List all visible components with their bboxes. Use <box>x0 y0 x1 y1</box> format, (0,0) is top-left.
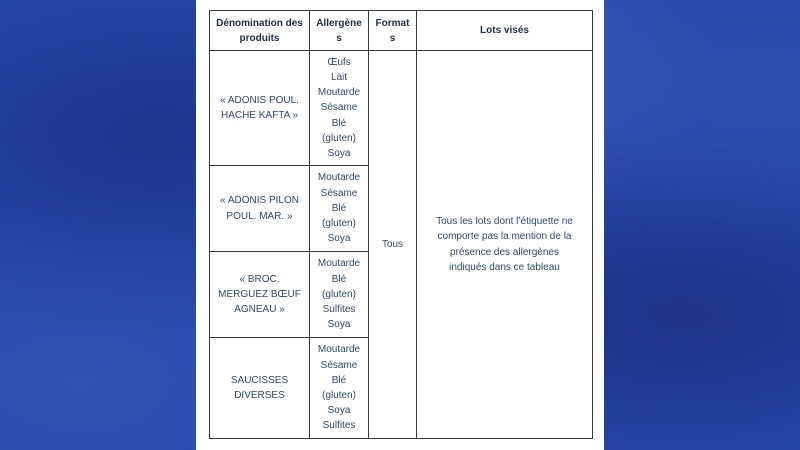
allergen-item: Moutarde <box>317 172 361 184</box>
allergen-item: Blé <box>331 202 347 214</box>
allergens-cell <box>310 252 369 338</box>
allergen-item: Moutarde <box>317 87 361 99</box>
allergen-item: Moutarde <box>317 258 361 270</box>
allergen-item: Soya <box>327 319 351 331</box>
allergen-item: Blé <box>331 117 347 129</box>
allergens-cell <box>310 338 369 439</box>
content-panel <box>196 0 604 450</box>
allergen-item: (gluten) <box>322 132 356 144</box>
lots-text: Tous les lots dont l’étiquette ne comporte pas la mention de la présence des allergènes indiqués dans ce tableau <box>436 216 573 273</box>
allergen-item: Sésame <box>320 359 358 371</box>
product-name-cell: SAUCISSES DIVERSES <box>210 338 310 439</box>
product-name-cell: « ADONIS POUL. HACHE KAFTA » <box>210 51 310 166</box>
header-allergens: Allergènes <box>310 11 369 51</box>
header-lots: Lots visés <box>417 11 593 51</box>
header-product-name: Dénomination des produits <box>210 11 310 51</box>
allergens-cell <box>310 51 369 166</box>
allergen-item: Œufs <box>327 56 351 68</box>
allergen-item: Sulfites <box>322 304 356 316</box>
allergen-item: Sésame <box>320 187 358 199</box>
table-row <box>210 51 593 166</box>
allergen-item: Lait <box>330 71 348 83</box>
table-header-row <box>210 11 593 51</box>
allergen-item: (gluten) <box>322 288 356 300</box>
product-name-cell: « BROC. MERGUEZ BŒUF AGNEAU » <box>210 252 310 338</box>
allergen-item: Soya <box>327 148 351 159</box>
allergen-item: Blé <box>331 273 347 285</box>
allergen-item: Soya <box>327 233 351 245</box>
allergen-recall-table <box>209 10 593 439</box>
allergen-item: (gluten) <box>322 390 356 401</box>
lots-cell <box>417 51 593 439</box>
allergen-item: Sulfites <box>322 420 356 432</box>
formats-cell: Tous <box>369 51 417 439</box>
allergen-item: Moutarde <box>317 344 361 356</box>
allergen-item: Sésame <box>320 102 358 114</box>
allergen-item: Blé <box>331 374 347 386</box>
allergen-item: Soya <box>327 405 351 417</box>
allergen-item: (gluten) <box>322 218 356 230</box>
header-formats: Formats <box>369 11 417 51</box>
product-name-cell: « ADONIS PILON POUL. MAR. » <box>210 166 310 252</box>
allergens-cell <box>310 166 369 252</box>
